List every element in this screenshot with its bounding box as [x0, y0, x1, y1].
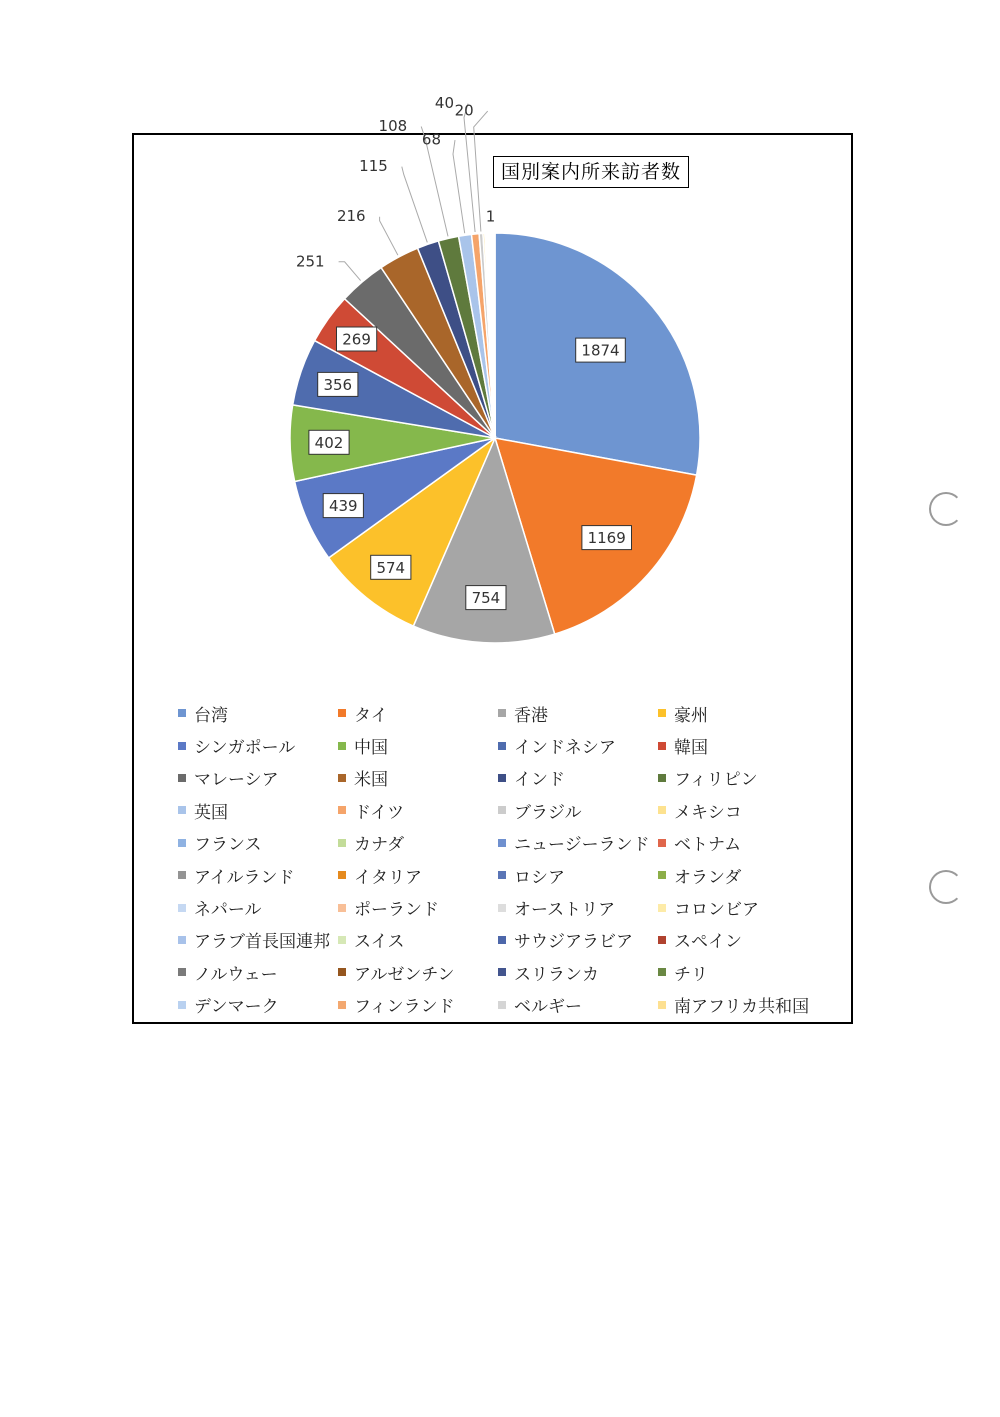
legend-item — [498, 891, 658, 923]
legend-swatch — [498, 1001, 506, 1009]
legend-label: ロシア — [514, 867, 565, 888]
legend-swatch — [338, 1001, 346, 1009]
legend-swatch — [498, 839, 506, 847]
legend-swatch — [338, 871, 346, 879]
legend-swatch — [498, 709, 506, 717]
legend-label: アラブ首長国連邦 — [194, 932, 330, 953]
legend-item — [338, 794, 498, 826]
legend-item — [658, 762, 838, 794]
legend-item — [658, 827, 838, 859]
legend-item — [338, 891, 498, 923]
legend-label: コロンビア — [674, 900, 759, 921]
legend-item — [498, 697, 658, 729]
legend-label: 英国 — [194, 802, 228, 823]
legend-swatch — [338, 774, 346, 782]
legend-item — [658, 956, 838, 988]
legend-label: フィリピン — [674, 770, 758, 791]
legend-swatch — [178, 839, 186, 847]
legend-label: 中国 — [354, 738, 388, 759]
data-label-15: 20 — [454, 101, 474, 120]
legend-swatch — [658, 709, 666, 717]
legend-item — [658, 697, 838, 729]
legend-label: 香港 — [514, 705, 548, 726]
legend-item — [338, 697, 498, 729]
legend-swatch — [178, 742, 186, 750]
legend-item — [178, 827, 338, 859]
legend-item — [178, 956, 338, 988]
pie-chart — [134, 94, 851, 695]
legend-swatch — [178, 1001, 186, 1009]
legend-label: 台湾 — [194, 705, 228, 726]
legend-swatch — [338, 742, 346, 750]
legend-item — [658, 924, 838, 956]
data-label-14: 40 — [434, 94, 454, 113]
legend-item — [178, 794, 338, 826]
data-label-2: 1169 — [587, 529, 626, 548]
legend-swatch — [498, 936, 506, 944]
legend-swatch — [498, 871, 506, 879]
data-label-4: 574 — [376, 558, 406, 577]
legend-label: インドネシア — [514, 738, 616, 759]
legend-item — [498, 729, 658, 761]
legend-label: 南アフリカ共和国 — [674, 997, 810, 1018]
legend-label: ポーランド — [354, 900, 439, 921]
legend-label: ニュージーランド — [514, 835, 650, 856]
legend-item — [338, 729, 498, 761]
legend-swatch — [338, 709, 346, 717]
legend-swatch — [178, 709, 186, 717]
data-label-10: 216 — [336, 207, 366, 226]
legend-item — [178, 729, 338, 761]
punch-hole-top — [929, 492, 963, 526]
legend-swatch — [178, 968, 186, 976]
legend-item — [178, 924, 338, 956]
legend-label: イタリア — [354, 867, 422, 888]
legend-item — [338, 989, 498, 1021]
data-label-5: 439 — [328, 497, 358, 516]
legend-item — [178, 891, 338, 923]
legend-item — [178, 989, 338, 1021]
legend-label: カナダ — [354, 835, 405, 856]
legend-item — [658, 794, 838, 826]
legend-item — [498, 924, 658, 956]
legend-label: 豪州 — [674, 705, 708, 726]
legend-swatch — [178, 774, 186, 782]
legend-label: マレーシア — [194, 770, 279, 791]
legend-item — [178, 859, 338, 891]
data-label-7: 356 — [323, 375, 353, 394]
data-label-16: 1 — [485, 207, 496, 226]
leader-line-11 — [402, 167, 428, 243]
legend-swatch — [178, 904, 186, 912]
legend-label: スペイン — [674, 932, 742, 953]
chart-frame — [132, 94, 853, 1024]
legend-item — [338, 924, 498, 956]
legend-swatch — [658, 806, 666, 814]
legend-label: ブラジル — [514, 802, 582, 823]
legend-item — [498, 794, 658, 826]
data-label-13: 68 — [421, 130, 441, 149]
legend-label: フィンランド — [354, 997, 455, 1018]
legend-label: ベトナム — [674, 835, 742, 856]
legend-item — [658, 729, 838, 761]
legend-label: シンガポール — [194, 738, 296, 759]
legend-label: 米国 — [354, 770, 388, 791]
punch-hole-bottom — [929, 870, 963, 904]
legend-item — [658, 859, 838, 891]
legend-swatch — [658, 742, 666, 750]
legend-swatch — [178, 936, 186, 944]
data-label-6: 402 — [314, 433, 344, 452]
legend-swatch — [338, 806, 346, 814]
legend-label: スリランカ — [514, 964, 599, 985]
legend-label: タイ — [354, 705, 388, 726]
legend-item — [498, 859, 658, 891]
data-label-12: 108 — [378, 117, 408, 135]
legend-item — [338, 859, 498, 891]
legend-item — [498, 956, 658, 988]
legend-label: サウジアラビア — [514, 932, 633, 953]
chart-title: 国別案内所来訪者数 — [493, 156, 689, 188]
legend-swatch — [498, 806, 506, 814]
leader-line-13 — [453, 140, 465, 233]
legend-swatch — [658, 904, 666, 912]
legend-item — [338, 956, 498, 988]
legend-item — [178, 697, 338, 729]
leader-line-14 — [464, 104, 475, 232]
legend-item — [498, 827, 658, 859]
data-label-11: 115 — [359, 157, 388, 176]
legend-label: メキシコ — [674, 802, 742, 823]
legend-label: オランダ — [674, 867, 742, 888]
legend-label: デンマーク — [194, 997, 279, 1018]
legend-swatch — [498, 968, 506, 976]
legend-item — [338, 762, 498, 794]
data-label-9: 251 — [295, 252, 325, 271]
leader-line-10 — [380, 217, 398, 256]
legend-label: スイス — [354, 932, 405, 953]
legend-swatch — [658, 936, 666, 944]
legend-label: アルゼンチン — [354, 964, 455, 985]
legend-item — [658, 989, 838, 1021]
leader-line-9 — [339, 262, 361, 281]
legend-label: ドイツ — [354, 802, 405, 823]
legend-swatch — [658, 774, 666, 782]
legend-label: フランス — [194, 835, 262, 856]
legend-swatch — [498, 742, 506, 750]
legend-swatch — [498, 904, 506, 912]
legend-swatch — [498, 774, 506, 782]
data-label-1: 1874 — [581, 341, 620, 360]
legend-swatch — [658, 968, 666, 976]
legend-label: ノルウェー — [194, 964, 278, 985]
legend-item — [498, 762, 658, 794]
legend-label: チリ — [674, 964, 708, 985]
legend-swatch — [338, 968, 346, 976]
legend-label: アイルランド — [194, 867, 295, 888]
chart-legend — [178, 697, 838, 1021]
legend-label: ベルギー — [514, 997, 582, 1018]
legend-label: オーストリア — [514, 900, 616, 921]
data-label-3: 754 — [471, 589, 501, 608]
legend-swatch — [658, 1001, 666, 1009]
legend-swatch — [178, 806, 186, 814]
legend-item — [498, 989, 658, 1021]
legend-swatch — [338, 839, 346, 847]
legend-label: 韓国 — [674, 738, 708, 759]
data-label-8: 269 — [342, 330, 371, 349]
legend-item — [658, 891, 838, 923]
legend-swatch — [338, 904, 346, 912]
legend-swatch — [178, 871, 186, 879]
legend-item — [178, 762, 338, 794]
legend-swatch — [658, 839, 666, 847]
legend-swatch — [338, 936, 346, 944]
legend-item — [338, 827, 498, 859]
legend-label: ネパール — [194, 900, 262, 921]
legend-swatch — [658, 871, 666, 879]
legend-label: インド — [514, 770, 565, 791]
